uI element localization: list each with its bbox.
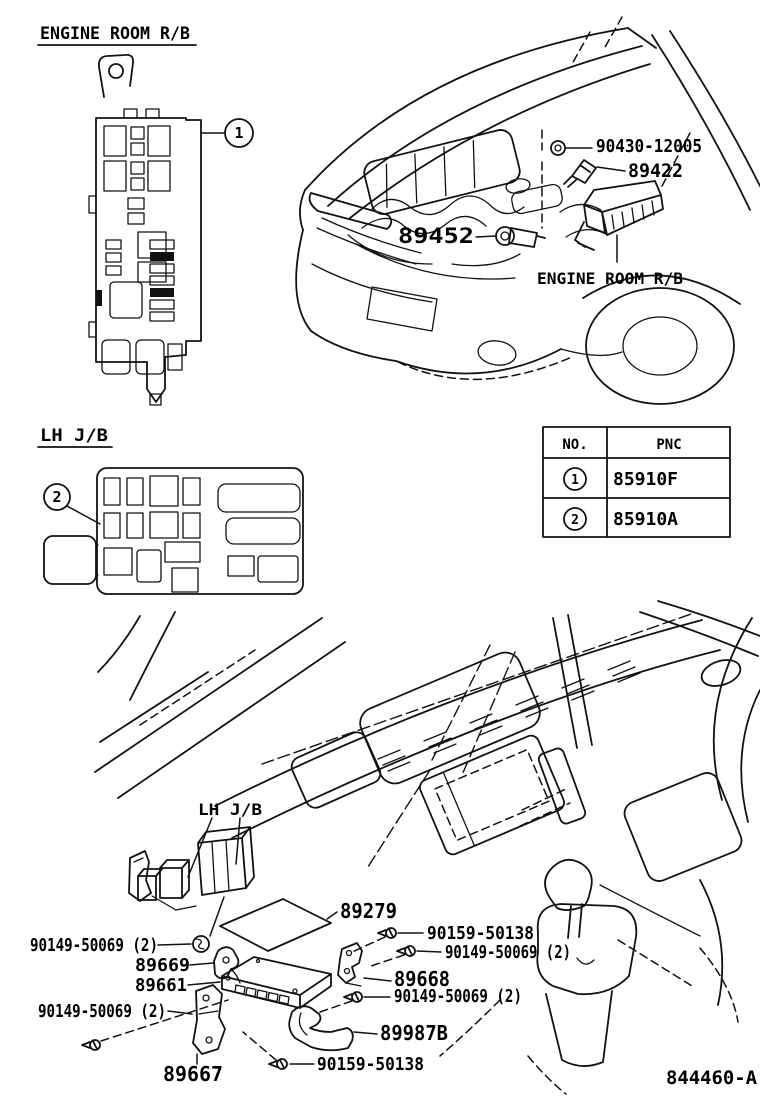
screw-icon <box>378 928 396 938</box>
lh-jb-section <box>38 426 303 594</box>
part-label-89452: 89452 <box>398 224 474 248</box>
part-label-90149-50069-left: 90149-50069 (2) <box>38 1001 166 1022</box>
part-label-90149-50069-right2: 90149-50069 (2) <box>394 986 522 1007</box>
callout-1 <box>201 119 253 147</box>
engine-room-rb-caption: ENGINE ROOM R/B <box>537 269 684 288</box>
table-row1-no: 1 <box>571 473 579 488</box>
part-label-90430-12005: 90430-12005 <box>596 136 702 157</box>
part-label-89279: 89279 <box>340 899 397 923</box>
valve-cover <box>362 127 523 216</box>
part-label-89669: 89669 <box>135 955 190 976</box>
table-row2-no: 2 <box>571 513 579 528</box>
engine-bay-drawing <box>296 17 760 404</box>
grommet-icon <box>193 936 209 952</box>
part-label-90159-50138-bottom: 90159-50138 <box>317 1054 424 1075</box>
part-label-90159-50138-top: 90159-50138 <box>427 923 534 944</box>
part-label-89987b: 89987B <box>380 1021 448 1045</box>
part-label-90149-50069-topleft: 90149-50069 (2) <box>30 935 158 956</box>
screw-icon <box>397 946 415 956</box>
part-label-89668: 89668 <box>394 967 450 991</box>
engine-room-relay-box-icon <box>575 181 663 250</box>
screw-icon <box>82 1040 100 1050</box>
lh-jb-fusebox-drawing <box>44 468 303 594</box>
table-header-pnc: PNC <box>656 437 682 453</box>
part-sensor-89422-icon <box>564 160 596 187</box>
lh-jb-title: LH J/B <box>40 426 108 446</box>
screw-icon <box>269 1059 287 1069</box>
pnc-table <box>543 427 730 537</box>
part-ring-icon <box>551 141 565 155</box>
table-header-no: NO. <box>562 437 588 453</box>
table-row2-pnc: 85910A <box>613 509 679 530</box>
callout-1-number: 1 <box>234 124 244 142</box>
shift-lever-drawing <box>440 860 636 1094</box>
engine-room-rb-title: ENGINE ROOM R/B <box>40 24 190 44</box>
part-label-89661: 89661 <box>135 975 187 996</box>
cover-89279-shape <box>220 899 331 951</box>
part-sensor-89452-icon <box>496 227 545 247</box>
protector-89987b-shape <box>289 1006 353 1050</box>
engine-room-rb-fusebox-drawing <box>89 55 201 405</box>
callout-2-number: 2 <box>52 488 62 506</box>
part-label-90149-50069-right1: 90149-50069 (2) <box>445 942 571 963</box>
interior-labels <box>30 800 571 1086</box>
ecu-assembly-drawing <box>82 899 415 1069</box>
screw-icon <box>344 992 362 1002</box>
bracket-89667-shape <box>193 985 225 1054</box>
part-label-89667: 89667 <box>163 1062 223 1086</box>
callout-2 <box>44 484 100 524</box>
engine-room-rb-section <box>38 24 253 405</box>
table-row1-pnc: 85910F <box>613 469 678 490</box>
interior-lh-jb-caption: LH J/B <box>198 800 263 819</box>
drawing-number: 844460-A <box>666 1067 758 1089</box>
part-label-89422: 89422 <box>628 160 683 182</box>
